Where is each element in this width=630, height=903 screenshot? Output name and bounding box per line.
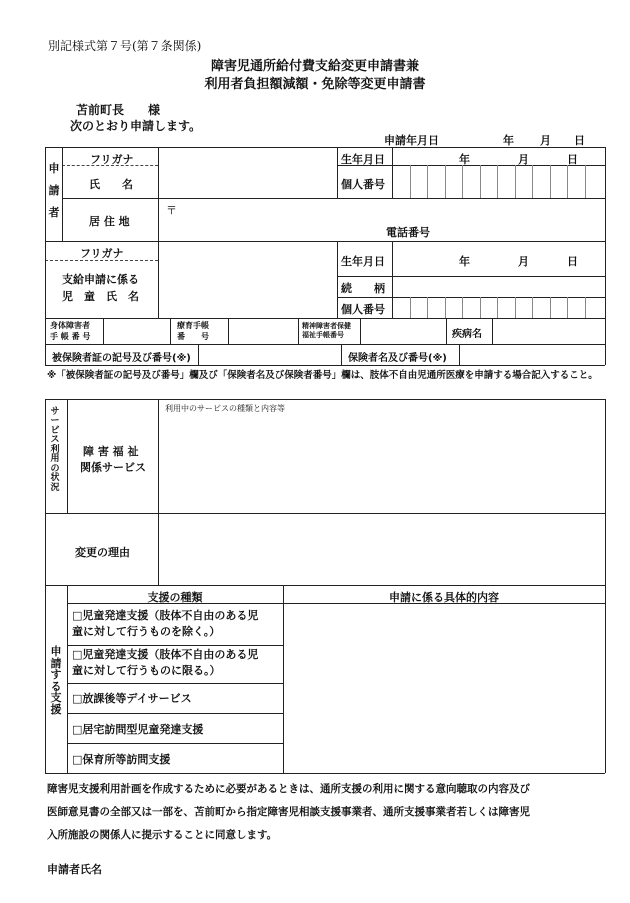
child-name-label-line1: 支給申請に係る — [62, 273, 139, 286]
child-birth-date-label: 生年月日 — [341, 255, 385, 268]
child-relationship-label: 続 柄 — [341, 282, 385, 295]
insurer-label: 保険者名及び番号(※) — [348, 353, 447, 364]
child-birth-day-unit: 日 — [567, 255, 578, 268]
support-item-home-visit-development[interactable]: □居宅訪問型児童発達支援 — [72, 723, 204, 736]
support-item-nursery-visit[interactable]: □保育所等訪問支援 — [72, 753, 171, 766]
insured-symbol-label: 被保険者証の記号及び番号(※) — [52, 353, 191, 364]
applicant-phone-label: 電話番号 — [386, 226, 430, 239]
support-section-label: 申請する支援 — [50, 645, 62, 716]
applicant-birth-date-label: 生年月日 — [341, 153, 385, 166]
applicant-address-label: 居 住 地 — [89, 215, 130, 228]
application-date-day: 日 — [574, 134, 585, 147]
postal-mark: 〒 — [166, 204, 177, 217]
rehabilitation-cert-label: 療育手帳 番 号 — [177, 321, 209, 341]
signature-label: 申請者氏名 — [47, 863, 102, 876]
child-birth-month-unit: 月 — [518, 255, 529, 268]
applicant-section-label: 申請者 — [48, 162, 60, 219]
applicant-birth-year-unit: 年 — [459, 153, 470, 166]
support-item-after-school-day-service[interactable]: □放課後等デイサービス — [72, 692, 192, 705]
applicant-birth-month-unit: 月 — [518, 153, 529, 166]
service-content-hint: 利用中のサービスの種類と内容等 — [165, 404, 285, 413]
physical-disability-cert-label: 身体障害者 手 帳 番 号 — [50, 321, 91, 341]
addressee: 苫前町長 様 — [76, 103, 161, 117]
child-name-label-line2: 児 童 氏 名 — [62, 290, 139, 303]
mental-health-cert-label: 精神障害者保健 福祉手帳番号 — [302, 322, 351, 339]
applicant-birth-day-unit: 日 — [567, 153, 578, 166]
form-title-line1: 障害児通所給付費支給変更申請書兼 — [210, 59, 419, 74]
applicant-name-label: 氏 名 — [89, 178, 133, 191]
application-date-year: 年 — [503, 134, 514, 147]
child-birth-year-unit: 年 — [459, 255, 470, 268]
consent-line1: 障害児支援利用計画を作成するために必要があるときは、通所支援の利用に関する意向聴取の内容及び — [47, 783, 530, 795]
change-reason-label: 変更の理由 — [75, 546, 130, 559]
application-date-label: 申請年月日 — [384, 134, 439, 147]
applicant-personal-number-label: 個人番号 — [341, 178, 385, 191]
application-date-month: 月 — [540, 134, 551, 147]
disease-name-label: 疾病名 — [452, 329, 482, 340]
welfare-service-label-line2: 関係サービス — [80, 461, 146, 474]
welfare-service-label-line1: 障 害 福 祉 — [83, 445, 139, 458]
consent-line2: 医師意見書の全部又は一部を、苫前町から指定障害児相談支援事業者、通所支援事業者若しくは障害児 — [47, 806, 530, 818]
support-item-child-development[interactable]: □児童発達支援（肢体不自由のある児 童に対して行うものを除く。） — [72, 609, 259, 638]
child-personal-number-label: 個人番号 — [341, 303, 385, 316]
insurance-note: ※「被保険者証の記号及び番号」欄及び「保険者名及び保険者番号」欄は、肢体不自由児通所医療を申請する場合記入すること。 — [47, 370, 598, 381]
form-title-line2: 利用者負担額減額・免除等変更申請書 — [204, 77, 426, 92]
intro-text: 次のとおり申請します。 — [70, 119, 202, 133]
form-number-label: 別記様式第７号(第７条関係) — [48, 39, 202, 53]
applicant-furigana-label: フリガナ — [90, 153, 134, 166]
consent-line3: 入所施設の関係人に提示することに同意します。 — [47, 829, 278, 841]
service-status-section-label: サービス利用の状況 — [50, 407, 60, 493]
child-furigana-label: フリガナ — [80, 247, 124, 260]
support-kind-header: 支援の種類 — [147, 591, 203, 604]
support-item-child-development-physical[interactable]: □児童発達支援（肢体不自由のある児 童に対して行うものに限る。） — [72, 648, 259, 677]
support-detail-header: 申請に係る具体的内容 — [389, 591, 499, 604]
